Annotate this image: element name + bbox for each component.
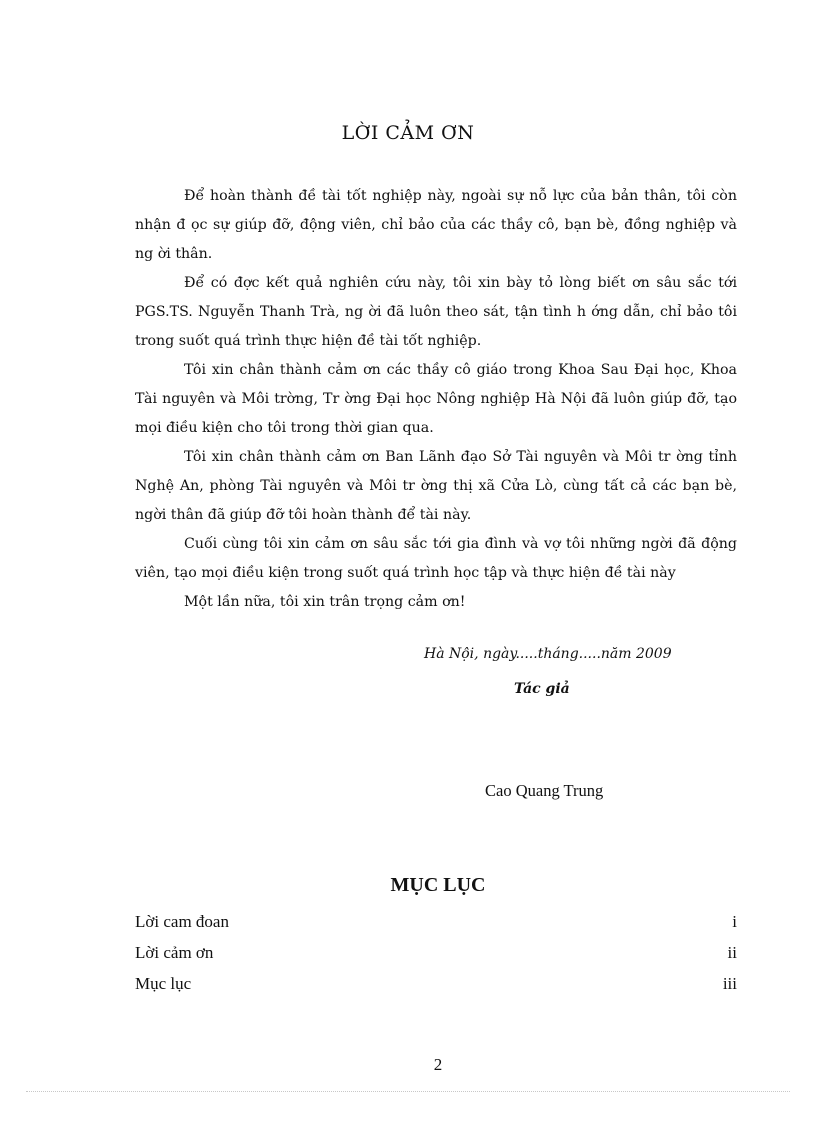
toc-entry-label: Mục lục (135, 974, 192, 993)
page-title: LỜI CẢM ƠN (341, 122, 475, 144)
toc-entry-label: Lời cam đoan (135, 912, 229, 931)
paragraph-1: Để hoàn thành đề tài tốt nghiệp này, ngoài sự nỗ lực của bản thân, tôi còn nhận đ ọc sự giúp đỡ, động viên, chỉ bảo của các thầy cô, bạn bè, đồng nghiệp và ng ời thân. (135, 188, 737, 262)
toc-entry-page: ii (727, 943, 737, 962)
author-label: Tác giả (514, 681, 570, 697)
acknowledgement-body (135, 182, 737, 617)
paragraph-2: Để có đợc kết quả nghiên cứu này, tôi xin bày tỏ lòng biết ơn sâu sắc tới PGS.TS. Nguyễn Thanh Trà, ng ời đã luôn theo sát, tận tình h ớng dẫn, chỉ bảo tôi trong suốt quá trình thực hiện đề tài tốt nghiệp. (135, 275, 737, 349)
table-of-contents (135, 908, 737, 1001)
paragraph-4: Tôi xin chân thành cảm ơn Ban Lãnh đạo Sở Tài nguyên và Môi tr ờng tỉnh Nghệ An, phòng Tài nguyên và Môi tr ờng thị xã Cửa Lò, cùng tất cả các bạn bè, ngời thân đã giúp đỡ tôi hoàn thành để tài này. (135, 449, 737, 523)
toc-entry[interactable] (135, 908, 737, 939)
paragraph-3: Tôi xin chân thành cảm ơn các thầy cô giáo trong Khoa Sau Đại học, Khoa Tài nguyên và Môi trờng, Tr ờng Đại học Nông nghiệp Hà Nội đã luôn giúp đỡ, tạo mọi điều kiện cho tôi trong thời gian qua. (135, 362, 737, 436)
toc-entry[interactable] (135, 939, 737, 970)
paragraph-6: Một lần nữa, tôi xin trân trọng cảm ơn! (184, 594, 466, 610)
toc-entry-label: Lời cảm ơn (135, 943, 214, 962)
toc-title: MỤC LỤC (390, 874, 486, 896)
toc-entry[interactable] (135, 970, 737, 1001)
page-number: 2 (433, 1055, 443, 1074)
footer-divider (26, 1091, 790, 1092)
date-line: Hà Nội, ngày.....tháng.....năm 2009 (424, 646, 672, 662)
toc-entry-page: iii (722, 974, 737, 993)
toc-entry-page: i (732, 912, 737, 931)
paragraph-5: Cuối cùng tôi xin cảm ơn sâu sắc tới gia đình và vợ tôi những ngời đã động viên, tạo mọi điều kiện trong suốt quá trình học tập và thực hiện đề tài này (135, 536, 737, 581)
author-name: Cao Quang Trung (485, 781, 604, 800)
